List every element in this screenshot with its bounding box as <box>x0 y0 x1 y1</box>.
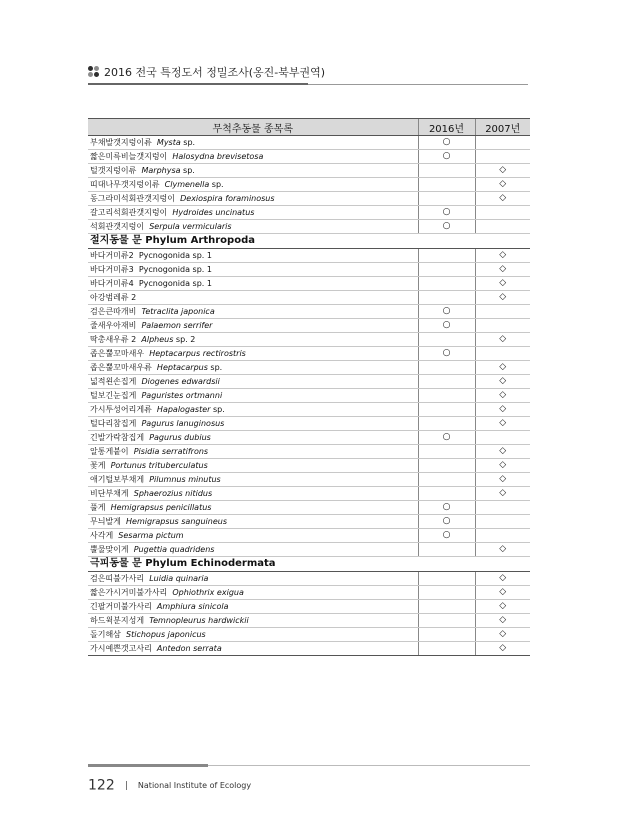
bullet-dots-icon <box>88 66 100 78</box>
mark-2007 <box>475 347 530 361</box>
species-cell <box>88 628 418 642</box>
korean-name: 뿔물맞이게 <box>90 545 129 554</box>
scientific-name: Heptacarpus rectirostris <box>149 349 246 358</box>
mark-2007 <box>475 150 530 164</box>
table-row <box>88 543 530 557</box>
scientific-name: Mysta <box>156 138 181 147</box>
scientific-name: Heptacarpus <box>156 363 208 372</box>
mark-2016 <box>418 178 475 192</box>
mark-2016 <box>418 249 475 263</box>
mark-2016: ○ <box>418 501 475 515</box>
mark-2007: ◇ <box>475 403 530 417</box>
species-cell <box>88 417 418 431</box>
phylum-heading: 절지동물 문 Phylum Arthropoda <box>88 234 530 249</box>
mark-2016 <box>418 417 475 431</box>
species-cell <box>88 333 418 347</box>
mark-2007: ◇ <box>475 164 530 178</box>
mark-2016: ○ <box>418 305 475 319</box>
name-suffix: sp. 2 <box>173 335 196 344</box>
table-row <box>88 375 530 389</box>
korean-name: 검은띠불가사리 <box>90 574 145 583</box>
korean-name: 무늬발게 <box>90 517 121 526</box>
mark-2016 <box>418 586 475 600</box>
name-suffix: sp. <box>209 180 224 189</box>
scientific-name: Pagurus dubius <box>149 433 211 442</box>
mark-2016 <box>418 403 475 417</box>
table-row <box>88 586 530 600</box>
korean-name: 애기털보부채게 <box>90 475 145 484</box>
group-row <box>88 234 530 249</box>
mark-2016 <box>418 277 475 291</box>
mark-2007: ◇ <box>475 263 530 277</box>
header-title: 2016 전국 특정도서 정밀조사(옹진-북부권역) <box>104 66 326 79</box>
scientific-name: Temnopleurus hardwickii <box>149 616 249 625</box>
species-cell <box>88 642 418 656</box>
table-row <box>88 487 530 501</box>
table-row <box>88 389 530 403</box>
table-row <box>88 164 530 178</box>
mark-2007: ◇ <box>475 445 530 459</box>
korean-name: 풀게 <box>90 503 106 512</box>
scientific-name: Pugettia quadridens <box>133 545 215 554</box>
mark-2016 <box>418 600 475 614</box>
species-cell <box>88 473 418 487</box>
species-cell <box>88 136 418 150</box>
scientific-name: Alpheus <box>141 335 174 344</box>
korean-name: 바다거미류4 <box>90 279 134 288</box>
species-cell <box>88 529 418 543</box>
scientific-name: Paguristes ortmanni <box>141 391 223 400</box>
korean-name: 가시예쁜갯고사리 <box>90 644 152 653</box>
mark-2007: ◇ <box>475 572 530 586</box>
phylum-heading: 극피동물 문 Phylum Echinodermata <box>88 557 530 572</box>
scientific-name: Serpula vermicularis <box>149 222 232 231</box>
header-divider <box>88 83 308 85</box>
scientific-name: Hapalogaster <box>156 405 211 414</box>
table-row <box>88 614 530 628</box>
dot <box>94 72 99 77</box>
mark-2016: ○ <box>418 431 475 445</box>
table-row <box>88 333 530 347</box>
mark-2007 <box>475 206 530 220</box>
table-row <box>88 136 530 150</box>
name-suffix: Pycnogonida sp. 1 <box>138 265 212 274</box>
korean-name: 돌기해삼 <box>90 630 121 639</box>
table-row <box>88 220 530 234</box>
mark-2016 <box>418 459 475 473</box>
korean-name: 부채발갯지렁이류 <box>90 138 152 147</box>
scientific-name: Stichopus japonicus <box>126 630 206 639</box>
mark-2016: ○ <box>418 529 475 543</box>
korean-name: 바다거미류3 <box>90 265 134 274</box>
korean-name: 짧은미륵비늘갯지렁이 <box>90 152 168 161</box>
mark-2016 <box>418 263 475 277</box>
page-footer <box>88 775 252 794</box>
name-suffix: Pycnogonida sp. 1 <box>138 251 212 260</box>
mark-2016: ○ <box>418 150 475 164</box>
species-cell <box>88 319 418 333</box>
mark-2007: ◇ <box>475 291 530 305</box>
name-suffix: sp. <box>180 138 196 147</box>
scientific-name: Pisidia serratifrons <box>133 447 209 456</box>
korean-name: 석회관갯지렁이 <box>90 222 145 231</box>
species-cell <box>88 305 418 319</box>
mark-2007: ◇ <box>475 192 530 206</box>
table-row <box>88 417 530 431</box>
korean-name: 알통게붙이 <box>90 447 129 456</box>
name-suffix: sp. <box>180 166 195 175</box>
page-number: 122 <box>88 777 115 794</box>
mark-2007: ◇ <box>475 487 530 501</box>
table-row <box>88 459 530 473</box>
mark-2007 <box>475 319 530 333</box>
species-cell <box>88 192 418 206</box>
species-cell <box>88 600 418 614</box>
korean-name: 꽃게 <box>90 461 106 470</box>
mark-2016: ○ <box>418 515 475 529</box>
scientific-name: Sesarma pictum <box>118 531 184 540</box>
species-cell <box>88 206 418 220</box>
species-cell <box>88 543 418 557</box>
mark-2007: ◇ <box>475 333 530 347</box>
species-cell <box>88 515 418 529</box>
korean-name: 긴팔거미불가사리 <box>90 602 152 611</box>
species-cell <box>88 389 418 403</box>
table-row <box>88 249 530 263</box>
mark-2016 <box>418 192 475 206</box>
scientific-name: Sphaerozius nitidus <box>133 489 213 498</box>
korean-name: 긴발가락참집게 <box>90 433 145 442</box>
mark-2016 <box>418 445 475 459</box>
mark-2007: ◇ <box>475 249 530 263</box>
mark-2016 <box>418 291 475 305</box>
mark-2007: ◇ <box>475 417 530 431</box>
species-cell <box>88 277 418 291</box>
footer-separator <box>126 781 127 790</box>
scientific-name: Halosydna brevisetosa <box>172 152 264 161</box>
mark-2007: ◇ <box>475 459 530 473</box>
mark-2007: ◇ <box>475 600 530 614</box>
species-cell <box>88 361 418 375</box>
mark-2016 <box>418 333 475 347</box>
korean-name: 줄새우아재비 <box>90 321 137 330</box>
table-row <box>88 642 530 656</box>
table-row <box>88 529 530 543</box>
mark-2016 <box>418 543 475 557</box>
species-cell <box>88 431 418 445</box>
scientific-name: Pilumnus minutus <box>149 475 221 484</box>
korean-name: 털갯지렁이류 <box>90 166 137 175</box>
page-header <box>88 64 528 84</box>
scientific-name: Dexiospira foraminosus <box>180 194 275 203</box>
mark-2007: ◇ <box>475 642 530 656</box>
column-header-2016: 2016년 <box>418 119 475 136</box>
korean-name: 가시투성어리게류 <box>90 405 152 414</box>
header-divider-thin <box>308 84 528 85</box>
species-cell <box>88 487 418 501</box>
species-cell <box>88 614 418 628</box>
dot <box>88 72 93 77</box>
korean-name: 넓적왼손집게 <box>90 377 137 386</box>
mark-2007 <box>475 431 530 445</box>
mark-2007: ◇ <box>475 543 530 557</box>
mark-2016: ○ <box>418 220 475 234</box>
scientific-name: Marphysa <box>141 166 181 175</box>
mark-2007 <box>475 136 530 150</box>
mark-2016 <box>418 389 475 403</box>
mark-2016 <box>418 164 475 178</box>
footer-divider <box>88 764 208 767</box>
korean-name: 좁은뿔꼬마새우류 <box>90 363 152 372</box>
table-row <box>88 347 530 361</box>
species-cell <box>88 164 418 178</box>
korean-name: 하드윅분지성게 <box>90 616 145 625</box>
table-row <box>88 600 530 614</box>
scientific-name: Tetraclita japonica <box>141 307 215 316</box>
scientific-name: Luidia quinaria <box>149 574 209 583</box>
species-cell <box>88 375 418 389</box>
species-cell <box>88 572 418 586</box>
column-header-2007: 2007년 <box>475 119 530 136</box>
mark-2007: ◇ <box>475 361 530 375</box>
name-suffix: Pycnogonida sp. 1 <box>138 279 212 288</box>
species-cell <box>88 586 418 600</box>
korean-name: 갈고리석회관갯지렁이 <box>90 208 168 217</box>
species-cell <box>88 501 418 515</box>
table-row <box>88 319 530 333</box>
mark-2016 <box>418 642 475 656</box>
table-row <box>88 291 530 305</box>
mark-2007: ◇ <box>475 628 530 642</box>
korean-name: 털보긴눈집게 <box>90 391 137 400</box>
scientific-name: Hemigrapsus penicillatus <box>110 503 212 512</box>
table-row <box>88 263 530 277</box>
table-row <box>88 445 530 459</box>
korean-name: 검은큰따개비 <box>90 307 137 316</box>
mark-2007 <box>475 501 530 515</box>
mark-2016 <box>418 614 475 628</box>
mark-2007 <box>475 515 530 529</box>
species-cell <box>88 403 418 417</box>
scientific-name: Palaemon serrifer <box>141 321 213 330</box>
korean-name: 사각게 <box>90 531 114 540</box>
table-header-row <box>88 119 530 136</box>
species-cell <box>88 249 418 263</box>
dot <box>88 66 93 71</box>
column-header-species: 무척추동물 종목록 <box>88 119 418 136</box>
mark-2007 <box>475 220 530 234</box>
korean-name: 좁은뿔꼬마새우 <box>90 349 145 358</box>
mark-2007: ◇ <box>475 389 530 403</box>
mark-2016: ○ <box>418 319 475 333</box>
mark-2016 <box>418 473 475 487</box>
table-row <box>88 403 530 417</box>
scientific-name: Antedon serrata <box>156 644 222 653</box>
mark-2007 <box>475 305 530 319</box>
table-row <box>88 572 530 586</box>
dot <box>94 66 99 71</box>
mark-2016: ○ <box>418 206 475 220</box>
table-row <box>88 473 530 487</box>
korean-name: 아강범레류 2 <box>90 293 137 302</box>
korean-name: 비단부채게 <box>90 489 129 498</box>
group-row <box>88 557 530 572</box>
scientific-name: Portunus trituberculatus <box>110 461 208 470</box>
organization-name: National Institute of Ecology <box>137 781 252 790</box>
species-cell <box>88 445 418 459</box>
scientific-name: Ophiothrix exigua <box>172 588 244 597</box>
table-row <box>88 305 530 319</box>
mark-2016 <box>418 628 475 642</box>
mark-2007: ◇ <box>475 178 530 192</box>
mark-2007: ◇ <box>475 277 530 291</box>
footer-divider-thin <box>208 765 530 766</box>
scientific-name: Hydroides uncinatus <box>172 208 255 217</box>
table-row <box>88 515 530 529</box>
scientific-name: Clymenella <box>164 180 210 189</box>
species-cell <box>88 178 418 192</box>
korean-name: 짧은가시거미불가사리 <box>90 588 168 597</box>
mark-2007: ◇ <box>475 473 530 487</box>
scientific-name: Pagurus lanuginosus <box>141 419 225 428</box>
korean-name: 털다리참집게 <box>90 419 137 428</box>
korean-name: 띠대나무갯지렁이류 <box>90 180 160 189</box>
table-row <box>88 192 530 206</box>
table-row <box>88 628 530 642</box>
scientific-name: Diogenes edwardsii <box>141 377 220 386</box>
mark-2016 <box>418 361 475 375</box>
species-cell <box>88 347 418 361</box>
mark-2007: ◇ <box>475 375 530 389</box>
species-cell <box>88 150 418 164</box>
table-row <box>88 361 530 375</box>
mark-2007: ◇ <box>475 614 530 628</box>
mark-2007: ◇ <box>475 586 530 600</box>
species-table <box>88 118 530 656</box>
species-cell <box>88 263 418 277</box>
table-row <box>88 150 530 164</box>
mark-2016: ○ <box>418 136 475 150</box>
mark-2007 <box>475 529 530 543</box>
species-cell <box>88 291 418 305</box>
table-row <box>88 431 530 445</box>
scientific-name: Amphiura sinicola <box>156 602 229 611</box>
name-suffix: sp. <box>210 405 225 414</box>
korean-name: 동그라미석회관갯지렁이 <box>90 194 176 203</box>
korean-name: 딱총새우류 2 <box>90 335 137 344</box>
scientific-name: Hemigrapsus sanguineus <box>126 517 228 526</box>
table-row <box>88 206 530 220</box>
table-body <box>88 136 530 656</box>
table-row <box>88 277 530 291</box>
mark-2016 <box>418 487 475 501</box>
species-cell <box>88 459 418 473</box>
mark-2016 <box>418 375 475 389</box>
name-suffix: sp. <box>207 363 223 372</box>
table-row <box>88 178 530 192</box>
korean-name: 바다거미류2 <box>90 251 134 260</box>
mark-2016: ○ <box>418 347 475 361</box>
table-row <box>88 501 530 515</box>
species-cell <box>88 220 418 234</box>
mark-2016 <box>418 572 475 586</box>
